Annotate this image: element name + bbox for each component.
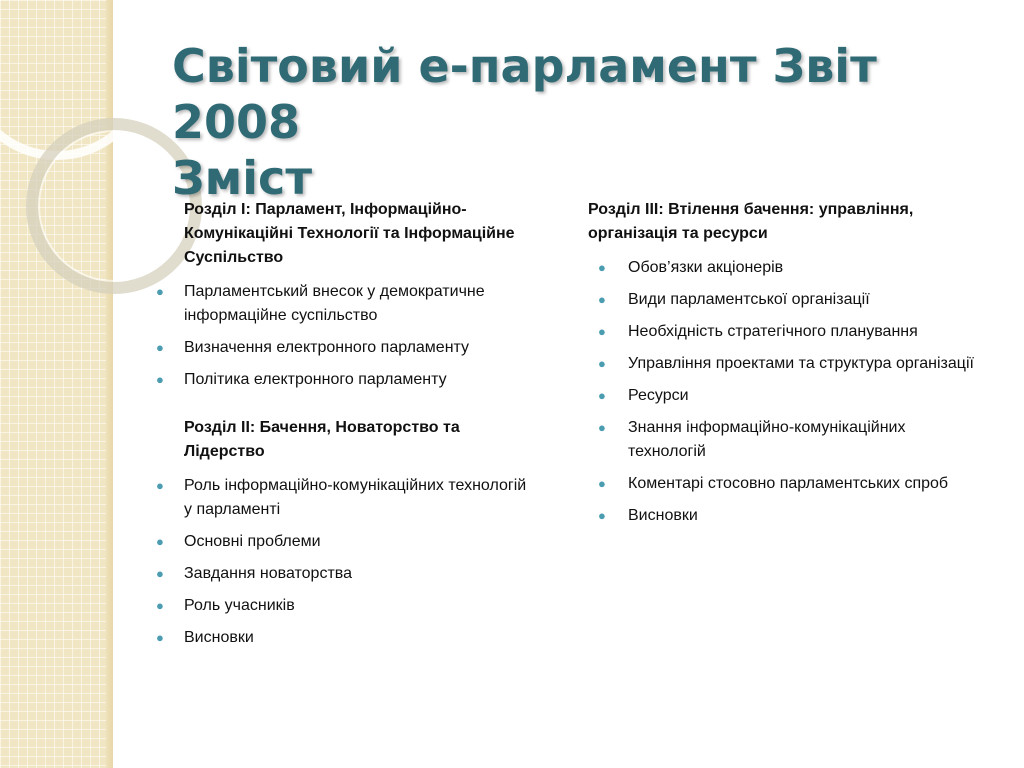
list-item: ● Парламентський внесок у демократичне інформаційне суспільство [184,280,529,328]
bullet-icon: ● [156,478,164,493]
bullet-icon: ● [156,566,164,581]
slide-title [172,38,992,206]
bullet-icon: ● [156,630,164,645]
list-item: ● Види парламентської організації [588,288,983,312]
section-3-heading: Розділ III: Втілення бачення: управління, організація та ресурси [588,201,914,242]
section-2-heading: Розділ II: Бачення, Новаторство та Лідерство [184,419,460,460]
section-1-list [156,280,529,392]
list-item: ● Висновки [184,626,529,650]
bullet-icon: ● [156,534,164,549]
bullet-icon: ● [598,356,606,371]
bullet-icon: ● [598,508,606,523]
list-item: ● Обов’язки акціонерів [588,256,983,280]
bullet-icon: ● [156,598,164,613]
list-item: ● Коментарі стосовно парламентських спроб [588,472,983,496]
section-1-heading: Розділ I: Парламент, Інформаційно-Комунікаційні Технології та Інформаційне Суспільство [184,201,515,266]
list-item: ● Знання інформаційно-комунікаційних технологій [588,416,983,464]
bullet-icon: ● [156,284,164,299]
section-3-list [588,256,983,528]
slide-title-line1: Світовий е-парламент Звіт 2008 [172,39,877,149]
section-2-list [156,474,529,650]
slide-title-line2: Зміст [172,151,312,205]
bullet-icon: ● [598,420,606,435]
list-item: ● Визначення електронного парламенту [184,336,529,360]
bullet-icon: ● [598,324,606,339]
list-item: ● Висновки [588,504,983,528]
bullet-icon: ● [598,476,606,491]
list-item: ● Управління проектами та структура організації [588,352,983,376]
list-item: ● Політика електронного парламенту [184,368,529,392]
bullet-icon: ● [598,388,606,403]
list-item: ● Роль учасників [184,594,529,618]
right-column [588,198,983,536]
list-item: ● Основні проблеми [184,530,529,554]
list-item: ● Ресурси [588,384,983,408]
bullet-icon: ● [598,260,606,275]
left-column [156,198,529,658]
bullet-icon: ● [598,292,606,307]
bullet-icon: ● [156,340,164,355]
list-item: ● Необхідність стратегічного планування [588,320,983,344]
list-item: ● Роль інформаційно-комунікаційних технологій у парламенті [184,474,529,522]
list-item: ● Завдання новаторства [184,562,529,586]
bullet-icon: ● [156,372,164,387]
